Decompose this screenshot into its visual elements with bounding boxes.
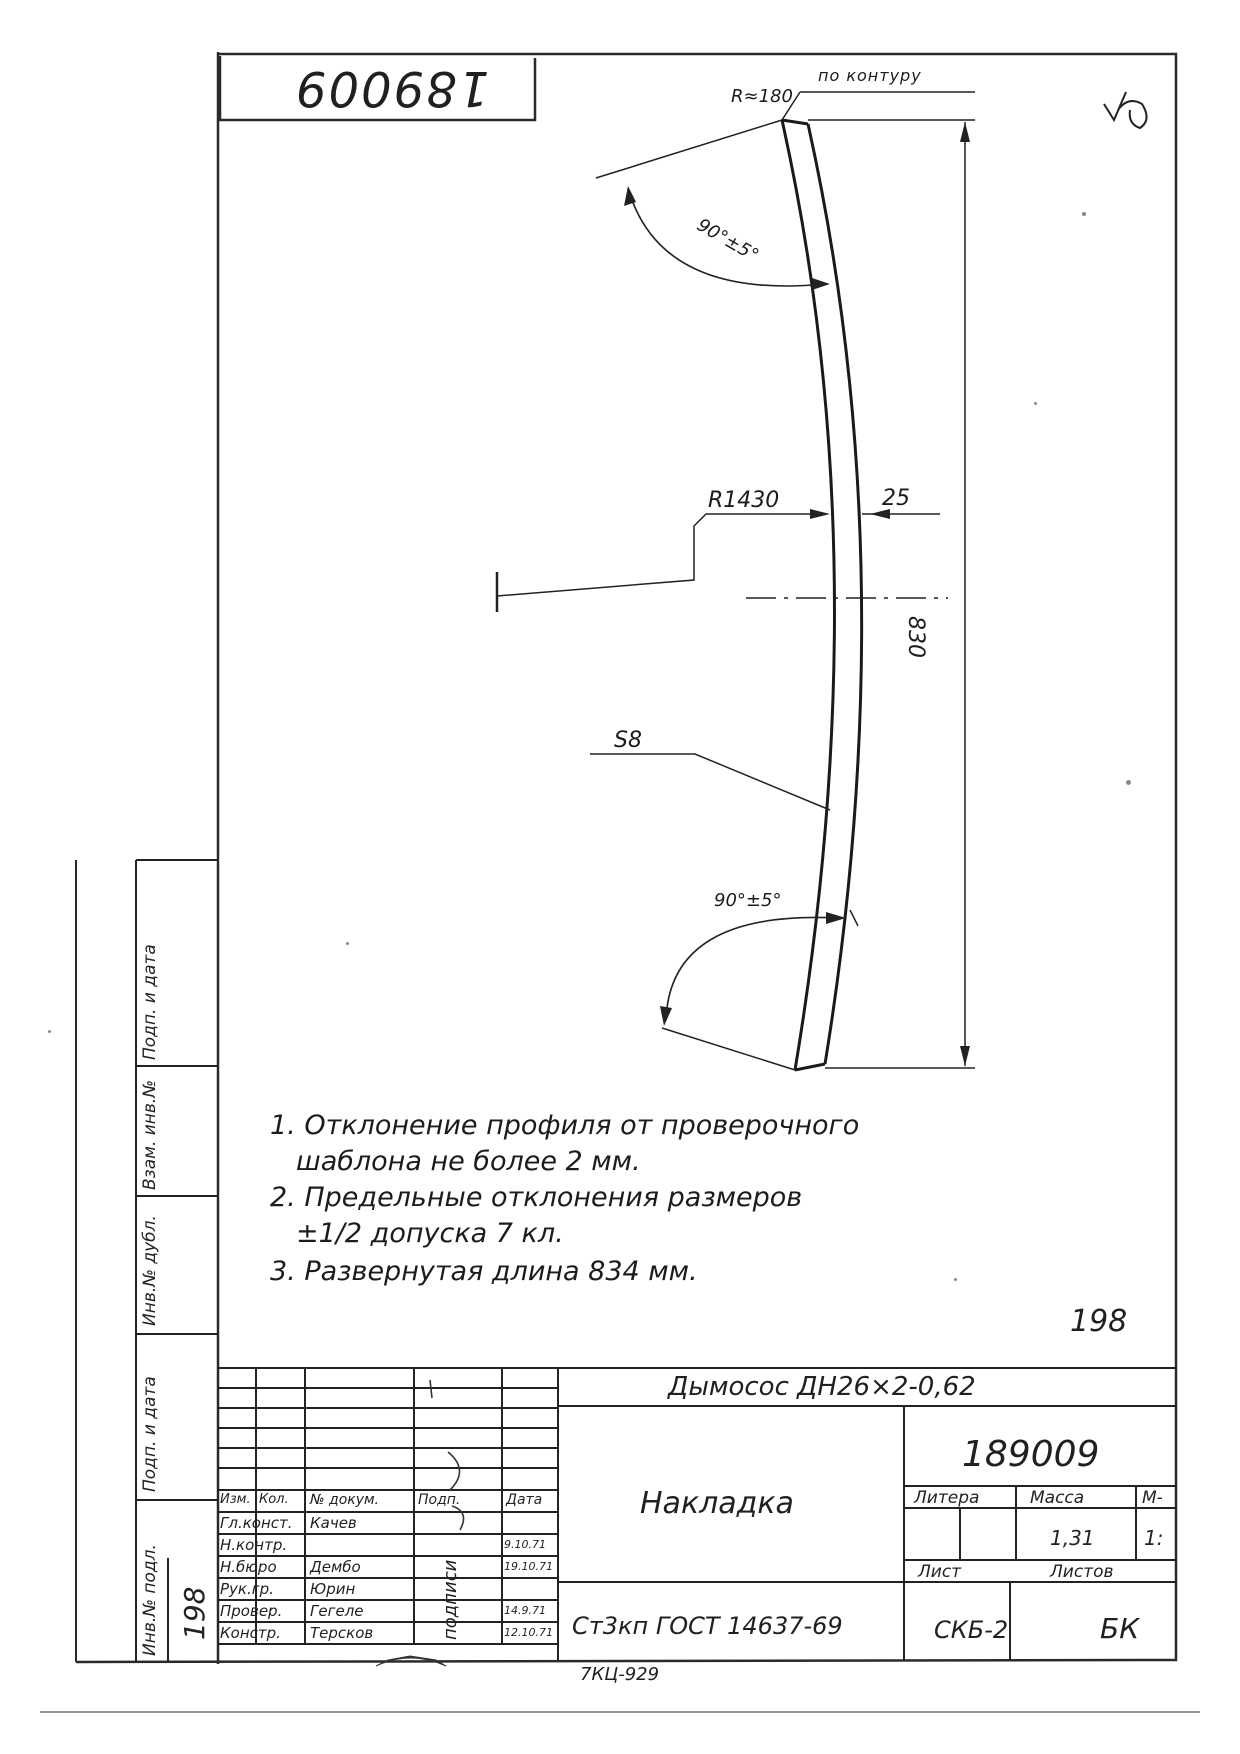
radius-leader bbox=[497, 514, 820, 596]
bottom-angle-arrow-1 bbox=[826, 912, 846, 924]
material-spec: Ст3кп ГОСТ 14637-69 bbox=[572, 1612, 843, 1640]
row-name: Качев bbox=[310, 1514, 357, 1532]
note-line-2: шаблона не более 2 мм. bbox=[296, 1146, 641, 1177]
row-date: 19.10.71 bbox=[504, 1560, 553, 1573]
signatures-word: подписи bbox=[440, 1559, 461, 1640]
organization: СКБ-2 bbox=[934, 1616, 1009, 1644]
col-doc: № докум. bbox=[310, 1492, 380, 1508]
row-role: Н.бюро bbox=[220, 1558, 277, 1576]
radius-top-label: R≈180 bbox=[731, 86, 793, 107]
col-kol: Кол. bbox=[259, 1492, 289, 1507]
row-date: 12.10.71 bbox=[504, 1626, 553, 1639]
note-line-1: 1. Отклонение профиля от проверочного bbox=[270, 1110, 860, 1141]
height-arrow-bottom bbox=[960, 1046, 970, 1066]
top-angle-leg bbox=[596, 120, 782, 178]
angle-top-label: 90°±5° bbox=[693, 214, 763, 267]
height-label: 830 bbox=[903, 616, 928, 658]
bottom-angle-arc bbox=[666, 917, 838, 1020]
row-name: Юрин bbox=[310, 1580, 356, 1598]
row-date: 9.10.71 bbox=[504, 1538, 546, 1551]
col-date: Дата bbox=[506, 1492, 543, 1508]
roughness-mark-icon bbox=[1104, 92, 1147, 128]
side-podp-data-2: Подп. и дата bbox=[140, 944, 160, 1060]
product-name: Дымосос ДН26×2-0,62 bbox=[668, 1372, 976, 1402]
scan-speck bbox=[1082, 212, 1086, 216]
top-angle-arrow-2 bbox=[812, 278, 830, 290]
scale-value: 1: bbox=[1144, 1526, 1164, 1550]
col-sign: Подп. bbox=[418, 1492, 461, 1508]
side-inv-podl-value: 198 bbox=[178, 1586, 211, 1640]
radius-main-label: R1430 bbox=[708, 488, 780, 513]
part-bottom-end bbox=[795, 1064, 825, 1070]
side-podp-data-1: Подп. и дата bbox=[140, 1376, 160, 1492]
top-angle-arrow-1 bbox=[624, 186, 636, 206]
mass-value: 1,31 bbox=[1050, 1526, 1095, 1550]
thickness-label: 25 bbox=[882, 486, 910, 511]
bottom-code: 7КЦ-929 bbox=[580, 1664, 660, 1685]
sheet-label: Лист bbox=[918, 1562, 962, 1582]
row-role: Провер. bbox=[220, 1602, 283, 1620]
height-arrow-top bbox=[960, 122, 970, 142]
row-name: Дембо bbox=[310, 1558, 361, 1576]
page-mark: 198 bbox=[1070, 1304, 1128, 1339]
radius-arrow bbox=[810, 509, 830, 519]
sheets-label: Листов bbox=[1050, 1562, 1114, 1582]
s8-leader bbox=[590, 754, 830, 810]
row-name: Гегеле bbox=[310, 1602, 364, 1620]
scan-speck bbox=[1034, 402, 1037, 405]
part-name: Накладка bbox=[640, 1486, 794, 1521]
side-inv-podl: Инв.№ подл. bbox=[140, 1544, 160, 1656]
row-date: 14.9.71 bbox=[504, 1604, 546, 1617]
part-outer-edge bbox=[782, 120, 834, 1070]
scan-speck bbox=[954, 1278, 957, 1281]
bottom-angle-leg bbox=[662, 1028, 795, 1070]
side-vzam-inv: Взам. инв.№ bbox=[140, 1079, 160, 1190]
scale-label: М- bbox=[1142, 1488, 1163, 1508]
row-role: Рук.гр. bbox=[220, 1580, 274, 1598]
scan-speck bbox=[48, 1030, 51, 1033]
col-izm: Изм. bbox=[220, 1492, 251, 1507]
note-line-3: 2. Предельные отклонения размеров bbox=[270, 1182, 803, 1213]
part-top-end bbox=[782, 120, 808, 124]
doc-number: 189009 bbox=[962, 1434, 1100, 1475]
litera-label: Литера bbox=[914, 1488, 980, 1508]
row-role: Констр. bbox=[220, 1624, 281, 1642]
stamp-number: 189009 bbox=[294, 60, 490, 116]
contour-note: по контуру bbox=[818, 66, 922, 85]
scan-speck bbox=[346, 942, 349, 945]
note-line-5: 3. Развернутая длина 834 мм. bbox=[270, 1256, 698, 1287]
angle-bottom-label: 90°±5° bbox=[714, 890, 782, 911]
note-line-4: ±1/2 допуска 7 кл. bbox=[296, 1218, 564, 1249]
scan-speck bbox=[1126, 780, 1131, 785]
row-role: Гл.конст. bbox=[220, 1514, 293, 1532]
row-name: Терсков bbox=[310, 1624, 374, 1642]
arc-dim-label: S8 bbox=[614, 728, 642, 753]
bottom-tick bbox=[850, 910, 858, 926]
organization-2: БК bbox=[1100, 1612, 1140, 1645]
mass-label: Масса bbox=[1030, 1488, 1085, 1508]
outer-frame bbox=[76, 52, 1176, 1664]
bottom-angle-arrow-2 bbox=[660, 1006, 672, 1026]
side-inv-dubl: Инв.№ дубл. bbox=[140, 1215, 160, 1326]
row-role: Н.контр. bbox=[220, 1536, 288, 1554]
